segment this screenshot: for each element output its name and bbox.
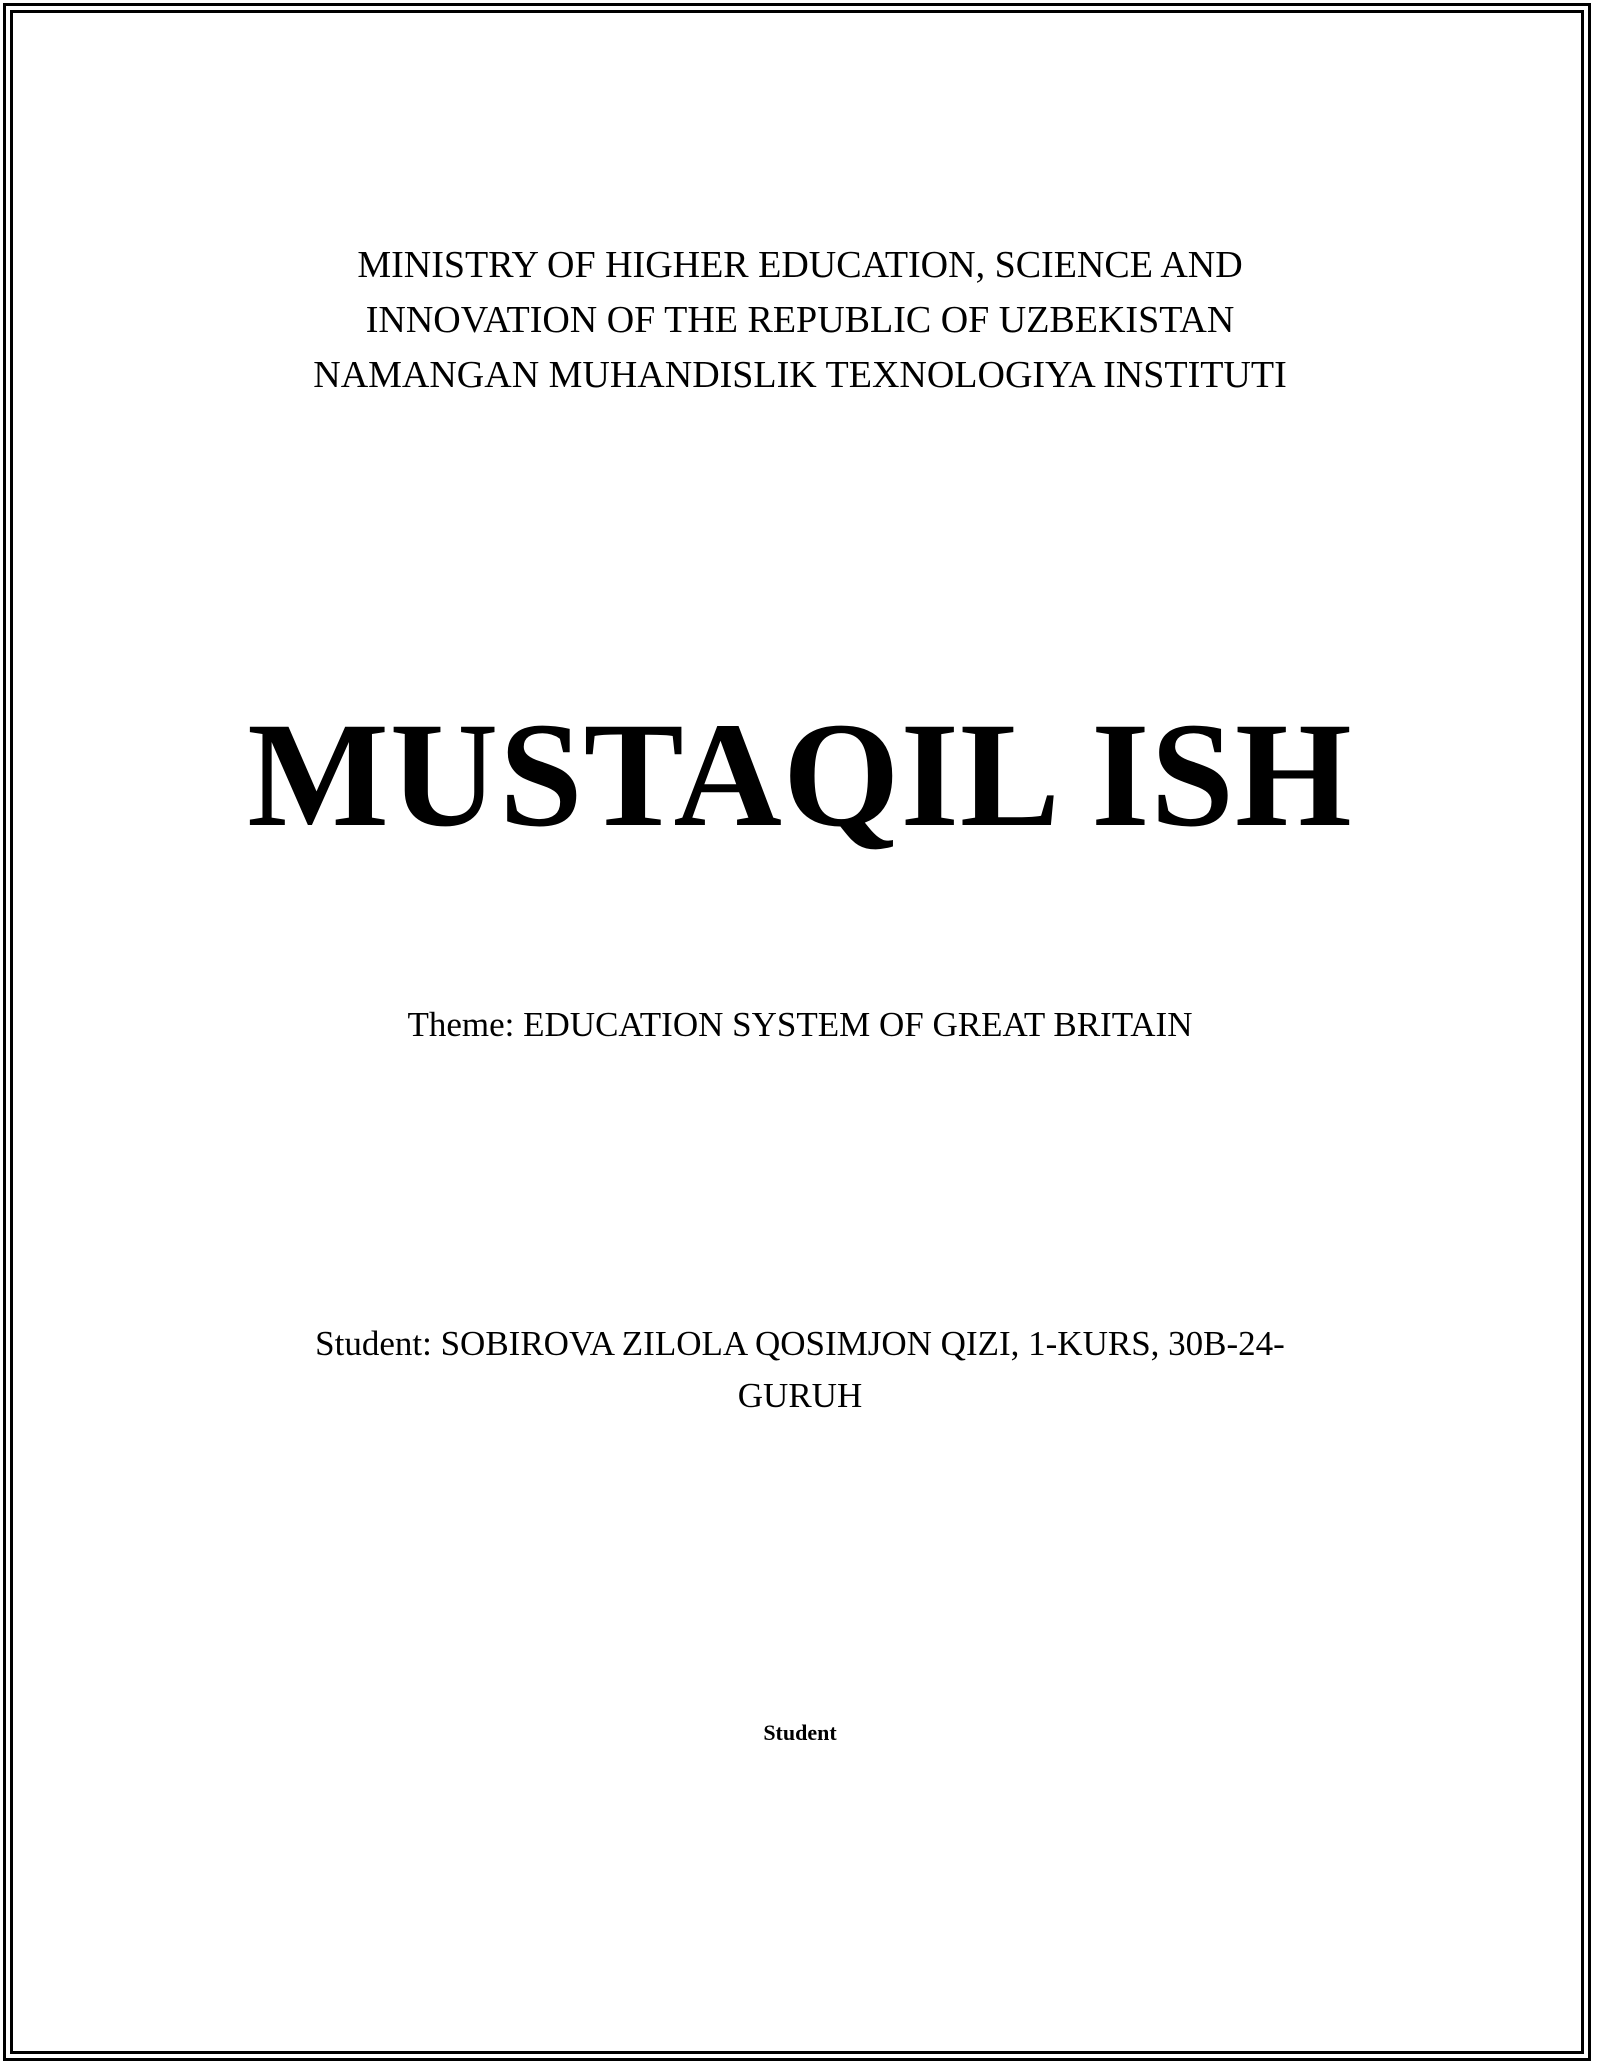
institution-header xyxy=(0,238,1600,403)
student-info-line-2: GURUH xyxy=(737,1376,863,1415)
header-line-3: NAMANGAN MUHANDISLIK TEXNOLOGIYA INSTITUTI xyxy=(313,354,1287,396)
student-info-line-1: Student: SOBIROVA ZILOLA QOSIMJON QIZI, 1-KURS, 30B-24- xyxy=(315,1324,1285,1363)
student-footer-label: Student xyxy=(763,1720,837,1745)
header-line-2: INNOVATION OF THE REPUBLIC OF UZBEKISTAN xyxy=(365,299,1235,341)
header-line-1: MINISTRY OF HIGHER EDUCATION, SCIENCE AND xyxy=(357,244,1243,286)
document-title: MUSTAQIL ISH xyxy=(247,692,1353,858)
student-info xyxy=(0,1318,1600,1422)
theme-line: Theme: EDUCATION SYSTEM OF GREAT BRITAIN xyxy=(407,1005,1193,1044)
